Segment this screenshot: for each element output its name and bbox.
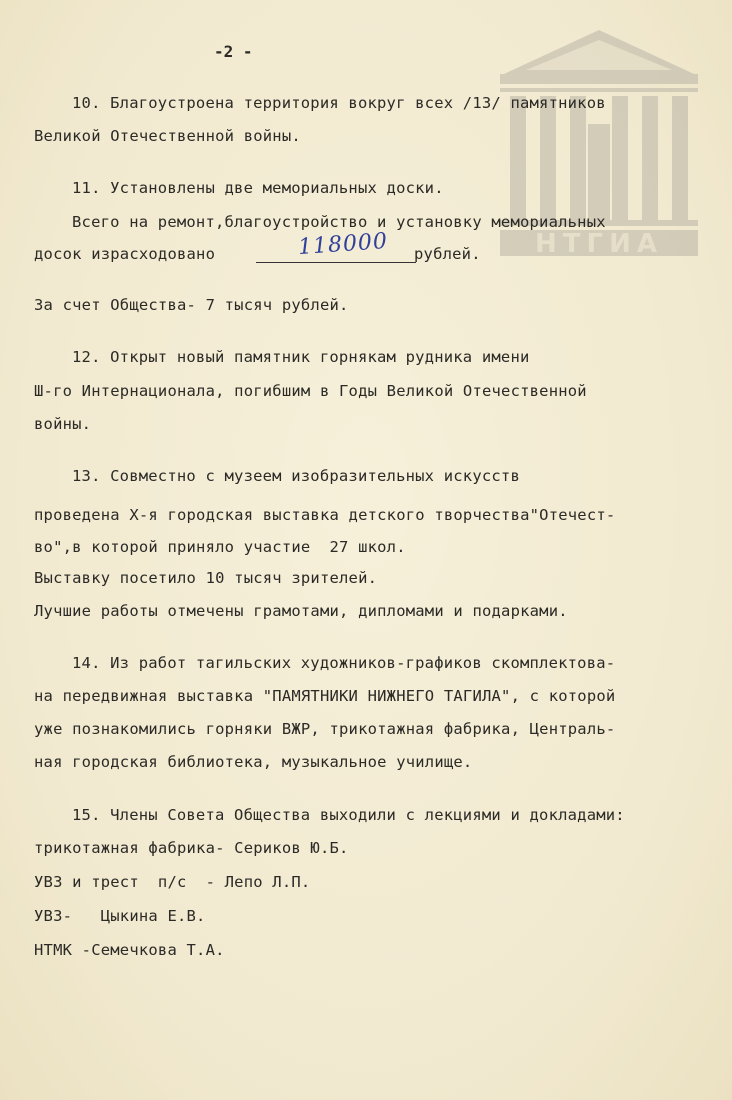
text-line: Лучшие работы отмечены грамотами, дипломами и подарками. — [34, 602, 568, 620]
text-line: 15. Члены Совета Общества выходили с лекциями и докладами: — [72, 806, 625, 824]
svg-text:НТГИА: НТГИА — [535, 229, 663, 256]
text-line: Всего на ремонт,благоустройство и установку мемориальных — [72, 213, 606, 231]
text-line: Ш-го Интернационала, погибшим в Годы Великой Отечественной — [34, 382, 587, 400]
text-line: проведена Х-я городская выставка детского творчества"Отечест- — [34, 506, 616, 524]
text-line: УВЗ- Цыкина Е.В. — [34, 907, 206, 925]
text-line: на передвижная выставка "ПАМЯТНИКИ НИЖНЕГО ТАГИЛА", с которой — [34, 687, 616, 705]
text-line: Выставку посетило 10 тысяч зрителей. — [34, 569, 378, 587]
page-number: -2 - — [214, 42, 253, 61]
text-line: рублей. — [414, 245, 481, 263]
text-line: 14. Из работ тагильских художников-графиков скомплектова- — [72, 654, 616, 672]
handwritten-amount: 118000 — [297, 228, 389, 261]
text-line: УВЗ и трест п/с - Лепо Л.П. — [34, 873, 311, 891]
text-line: Великой Отечественной войны. — [34, 127, 301, 145]
text-line: во",в которой приняло участие 27 школ. — [34, 538, 406, 556]
text-line: НТМК -Семечкова Т.А. — [34, 941, 225, 959]
text-line: трикотажная фабрика- Сериков Ю.Б. — [34, 839, 349, 857]
text-line: ная городская библиотека, музыкальное училище. — [34, 753, 473, 771]
text-line: 12. Открыт новый памятник горнякам рудника имени — [72, 348, 530, 366]
text-line: досок израсходовано — [34, 245, 216, 263]
text-line: За счет Общества- 7 тысяч рублей. — [34, 296, 349, 314]
text-line: 13. Совместно с музеем изобразительных искусств — [72, 467, 520, 485]
text-line: уже познакомились горняки ВЖР, трикотажная фабрика, Централь- — [34, 720, 616, 738]
text-line: 11. Установлены две мемориальных доски. — [72, 179, 444, 197]
amount-underline — [256, 262, 416, 263]
text-line: войны. — [34, 415, 92, 433]
text-line: 10. Благоустроена территория вокруг всех /13/ памятников — [72, 94, 606, 112]
